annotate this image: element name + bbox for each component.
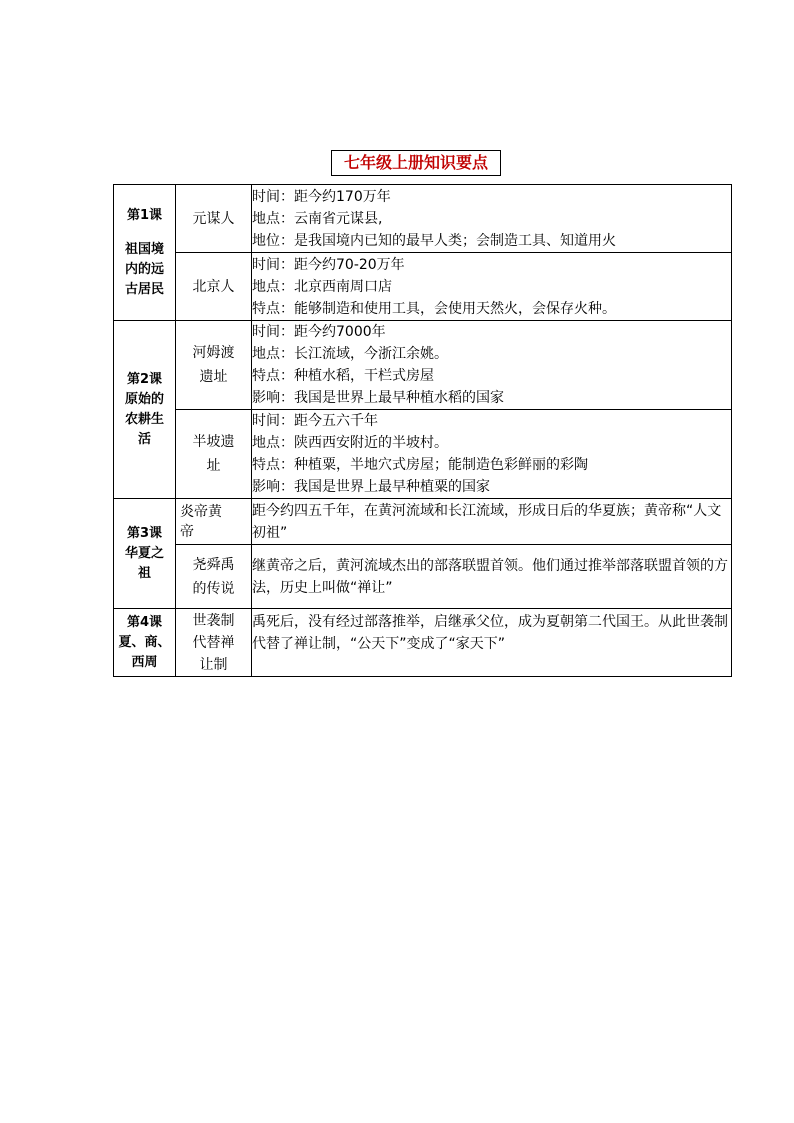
lesson-name: 夏、商、西周 bbox=[118, 634, 171, 670]
topic-cell: 世袭制代替禅让制 bbox=[176, 609, 252, 677]
detail-line: 时间：距今五六千年 bbox=[252, 413, 378, 429]
detail-line: 时间：距今约70-20万年 bbox=[252, 256, 405, 273]
detail-line: 地位：是我国境内已知的最早人类；会制造工具、知道用火 bbox=[252, 232, 616, 249]
detail-line: 特点：种植水稻，干栏式房屋 bbox=[252, 368, 434, 384]
lesson-number: 第2课 bbox=[126, 371, 163, 387]
lesson-number: 第1课 bbox=[126, 207, 163, 223]
detail-line: 禹死后，没有经过部落推举，启继承父位，成为夏朝第二代国王。从此世袭制代替了禅让制，“公天下”变成了“家天下” bbox=[252, 614, 728, 652]
detail-line: 地点：长江流域，今浙江余姚。 bbox=[252, 346, 448, 362]
detail-line: 继黄帝之后，黄河流域杰出的部落联盟首领。他们通过推举部落联盟首领的方法，历史上叫做“禅让” bbox=[252, 557, 728, 596]
detail-line: 时间：距今约7000年 bbox=[252, 324, 386, 340]
detail-line: 特点：种植粟，半地穴式房屋；能制造色彩鲜丽的彩陶 bbox=[252, 457, 588, 473]
detail-line: 地点：云南省元谋县, bbox=[252, 210, 383, 227]
lesson-name: 祖国境内的远古居民 bbox=[124, 241, 164, 297]
topic-cell: 北京人 bbox=[176, 253, 252, 321]
table-row bbox=[114, 545, 732, 609]
lesson-name: 原始的农耕生活 bbox=[124, 391, 164, 447]
table-row bbox=[114, 185, 732, 253]
topic-cell: 尧舜禹的传说 bbox=[176, 545, 252, 609]
table-row bbox=[114, 253, 732, 321]
detail-line: 特点：能够制造和使用工具，会使用天然火，会保存火种。 bbox=[252, 300, 616, 317]
table-row bbox=[114, 410, 732, 499]
detail-cell bbox=[252, 185, 732, 253]
detail-line: 地点：北京西南周口店 bbox=[252, 278, 392, 295]
lesson-number: 第3课 bbox=[126, 525, 163, 541]
knowledge-table bbox=[113, 184, 732, 677]
detail-line: 时间：距今约170万年 bbox=[252, 188, 391, 205]
topic-cell: 河姆渡遗址 bbox=[176, 321, 252, 410]
detail-line: 影响：我国是世界上最早种植水稻的国家 bbox=[252, 390, 504, 406]
table-row bbox=[114, 609, 732, 677]
detail-cell bbox=[252, 321, 732, 410]
topic-cell: 元谋人 bbox=[176, 185, 252, 253]
lesson-name: 华夏之祖 bbox=[124, 545, 164, 581]
detail-line: 影响：我国是世界上最早种植粟的国家 bbox=[252, 479, 490, 495]
table-row bbox=[114, 321, 732, 410]
detail-cell bbox=[252, 499, 732, 545]
detail-line: 地点：陕西西安附近的半坡村。 bbox=[252, 435, 448, 451]
lesson-number: 第4课 bbox=[126, 614, 163, 630]
detail-cell bbox=[252, 410, 732, 499]
detail-cell bbox=[252, 545, 732, 609]
detail-line: 距今约四五千年，在黄河流域和长江流域，形成日后的华夏族；黄帝称“人文初祖” bbox=[252, 502, 722, 541]
topic-cell: 炎帝黄帝 bbox=[176, 499, 252, 545]
table-row bbox=[114, 499, 732, 545]
topic-cell: 半坡遗址 bbox=[176, 410, 252, 499]
detail-cell bbox=[252, 609, 732, 677]
detail-cell bbox=[252, 253, 732, 321]
lesson-cell bbox=[114, 609, 176, 677]
lesson-cell bbox=[114, 499, 176, 609]
lesson-cell bbox=[114, 185, 176, 321]
lesson-cell bbox=[114, 321, 176, 499]
document-title: 七年级上册知识要点 bbox=[331, 150, 501, 176]
